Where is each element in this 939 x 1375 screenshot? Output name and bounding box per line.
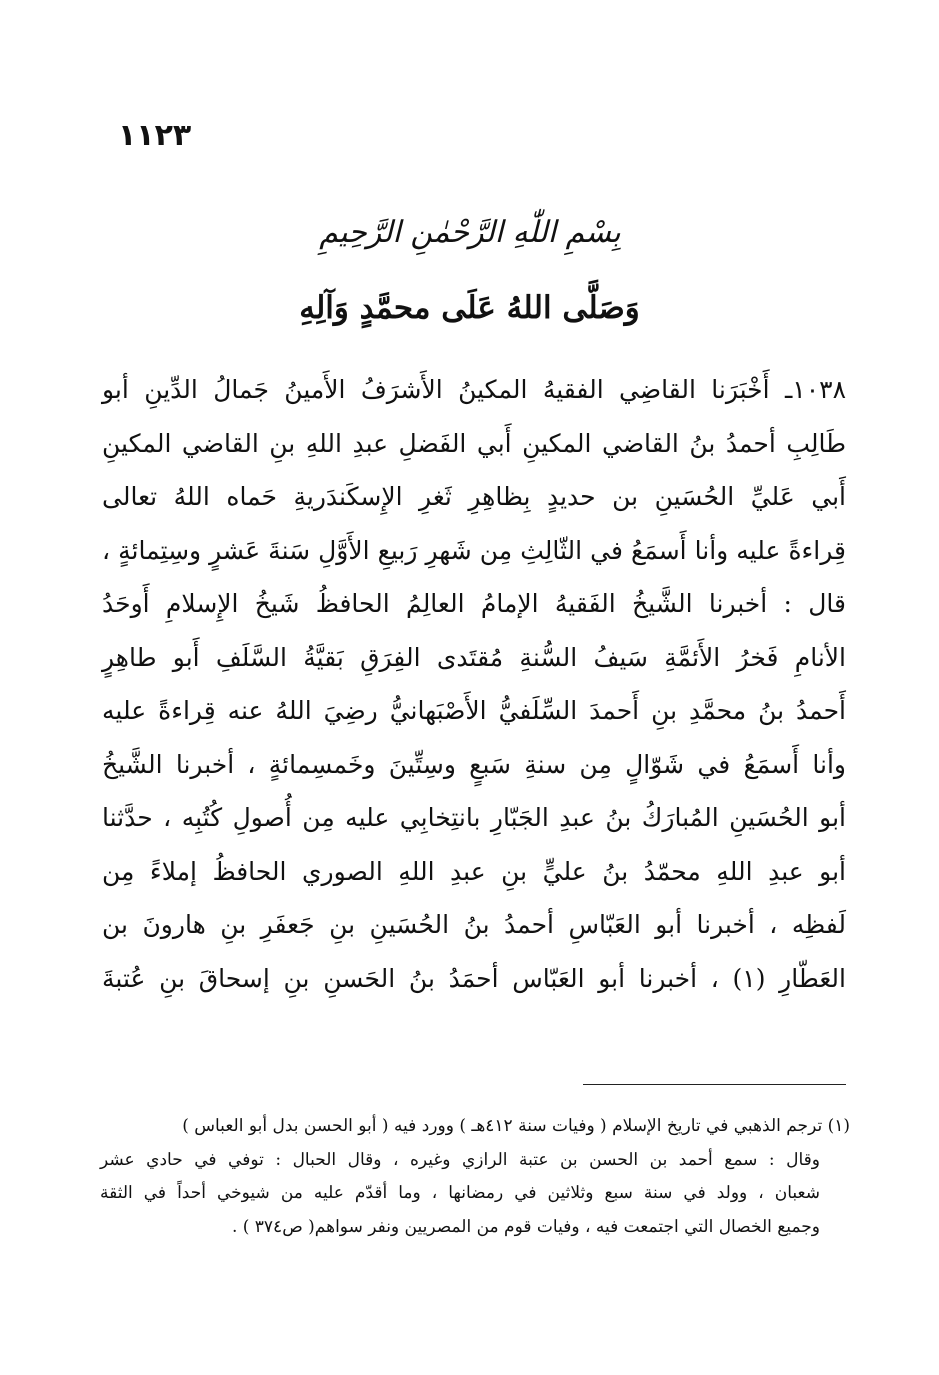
main-text-line: أَحمدُ بنُ محمَّدِ بنِ أَحمدَ السِّلَفيُّ الأَصْبَهانيُّ رضِيَ اللهُ عنه قِراءةً عليه — [102, 696, 846, 725]
footnote-line: وجميع الخصال التي اجتمعت فيه ، وفيات قوم من المصريين ونفر سواهم( ص٣٧٤ ) . — [231, 1216, 820, 1237]
basmala-text: بِسْمِ اللّٰهِ الرَّحْمٰنِ الرَّحِيمِ — [319, 215, 621, 250]
main-text-line: لَفظِه ، أخبرنا أبو العَبّاسِ أحمدُ بنُ الحُسَينِ بنِ جَعفَرِ بنِ هارونَ بن — [102, 910, 846, 939]
footnote-divider — [583, 1084, 846, 1085]
main-text-line: طَالِبِ أحمدُ بنُ القاضي المكينِ أَبي الفَضلِ عبدِ اللهِ بنِ القاضي المكينِ — [102, 428, 846, 458]
main-text-line: قِراءةً عليه وأنا أَسمَعُ في الثّالِثِ مِن شَهرِ رَبيعِ الأَوَّلِ سَنةَ عَشرٍ وسِتِمائةٍ ، — [102, 535, 846, 565]
main-text-line: الأنامِ فَخرُ الأَئمَّةِ سَيفُ السُّنةِ مُقتَدى الفِرَقِ بَقيَّةُ السَّلَفِ أَبو طاهِرٍ — [102, 642, 846, 672]
footnote-line: وقال : سمع أحمد بن الحسن بن عتبة الرازي وغيره ، وقال الحبال : توفي في حادي عشر — [100, 1149, 820, 1170]
footnote-line: شعبان ، وولد في سنة سبع وثلاثين في رمضانها ، وما أقدّم عليه من شيوخي أحداً في الثقة — [100, 1183, 820, 1203]
basmala-calligraphy — [300, 170, 640, 250]
footnotes-block — [100, 1110, 850, 1244]
main-text-line: قال : أخبرنا الشَّيخُ الفَقيهُ الإمامُ العالِمُ الحافظُ شَيخُ الإِسلامِ أَوحَدُ — [102, 589, 846, 618]
main-text-line: أبو عبدِ اللهِ محمّدُ بنُ عليٍّ بنِ عبدِ اللهِ الصوري الحافظُ إملاءً مِن — [102, 856, 846, 886]
main-text-line: وأنا أَسمَعُ في شَوّالٍ مِن سنةِ سَبعٍ وسِتِّينَ وخَمسِمائةٍ ، أخبرنا الشَّيخُ — [102, 749, 846, 779]
page-number: ١١٢٣ — [118, 118, 192, 153]
footnote-line: (١) ترجم الذهبي في تاريخ الإسلام ( وفيات سنة ٤١٢هـ ) وورد فيه ( أبو الحسن بدل أبو العباس ) — [182, 1116, 850, 1136]
main-text-line: ١٠٣٨ـ أَخْبَرَنا القاضِي الفقيهُ المكينُ الأَشرَفُ الأَمينُ جَمالُ الدِّينِ أبو — [102, 375, 846, 404]
salawat-heading: وَصَلَّى اللهُ عَلَى محمَّدٍ وَآلِهِ — [299, 290, 640, 326]
main-text-block — [102, 363, 846, 1005]
main-text-line: أبو الحُسَينِ المُبارَكُ بنُ عبدِ الجَبّارِ بانتِخابِي عليه مِن أُصولِ كُتُبِه ، حدَّثنا — [102, 803, 846, 832]
main-text-line: أَبي عَليِّ الحُسَينِ بن حديدٍ بِظاهِرِ ثَغرِ الإِسكَندَريةِ حَماه اللهُ تعالى — [102, 482, 846, 511]
main-text-line: العَطّارِ (١) ، أخبرنا أبو العَبّاس أحمَدُ بنُ الحَسنِ بنِ إسحاقَ بنِ عُتبةَ — [102, 963, 846, 993]
